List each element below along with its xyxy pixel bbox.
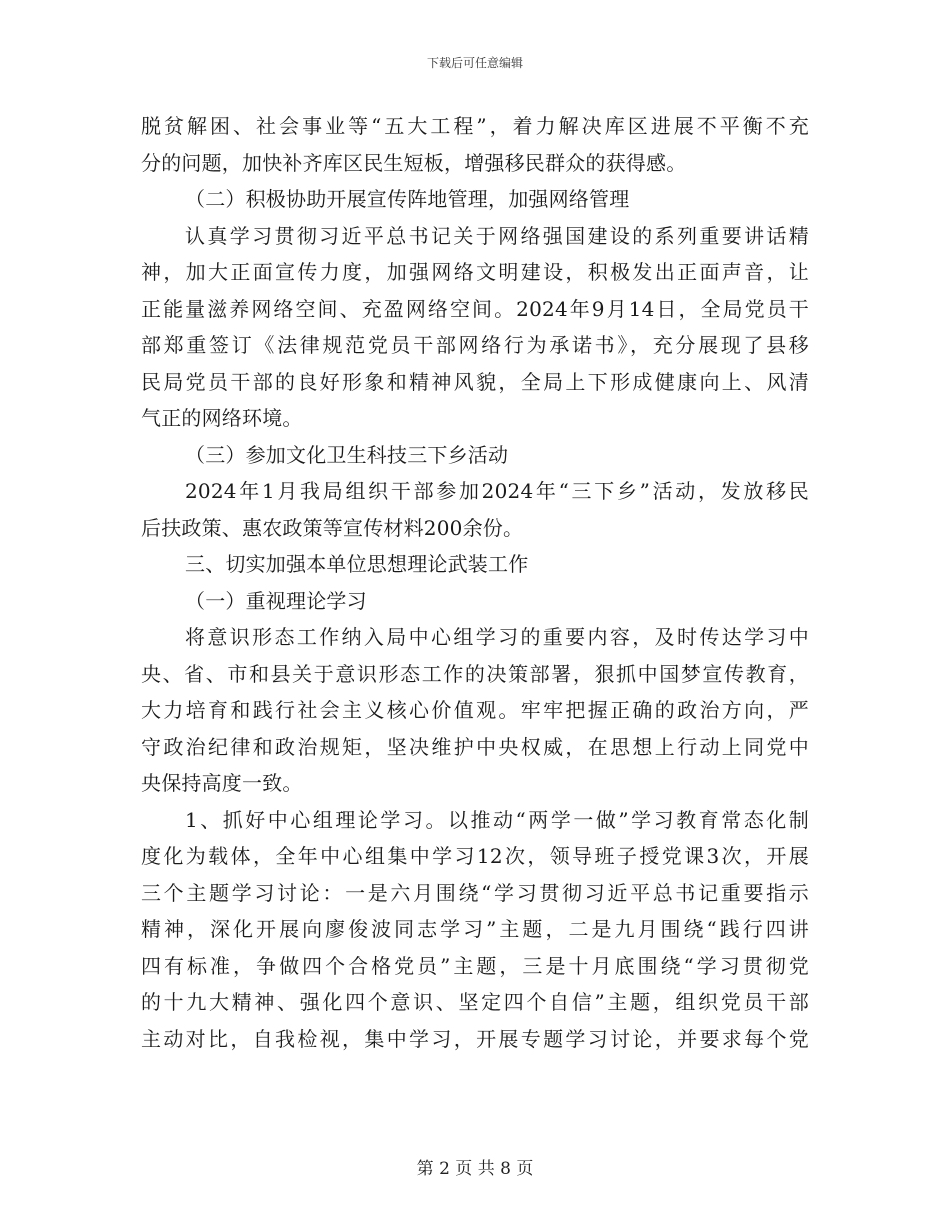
paragraph-line: 的十九大精神、强化四个意识、坚定四个自信”主题，组织党员干部	[141, 990, 809, 1014]
paragraph-line: 主动对比，自我检视，集中学习，开展专题学习讨论，并要求每个党	[141, 1026, 809, 1051]
page-number: 第 2 页 共 8 页	[416, 1159, 534, 1179]
paragraph-line: 神，加大正面宣传力度，加强网络文明建设，积极发出正面声音，让	[141, 260, 809, 284]
paragraph-line: （二）积极协助开展宣传阵地管理，加强网络管理	[185, 187, 630, 211]
paragraph-line: 央保持高度一致。	[141, 771, 303, 795]
paragraph-line: 民局党员干部的良好形象和精神风貌，全局上下形成健康向上、风清	[141, 369, 809, 394]
paragraph-line: 正能量滋养网络空间、充盈网络空间。2024年9月14日，全局党员干	[141, 296, 809, 321]
paragraph-line: 分的问题，加快补齐库区民生短板，增强移民群众的获得感。	[141, 150, 687, 175]
paragraph-line: 大力培育和践行社会主义核心价值观。牢牢把握正确的政治方向，严	[141, 698, 809, 722]
paragraph-line: 央、省、市和县关于意识形态工作的决策部署，狠抓中国梦宣传教育，	[141, 661, 809, 686]
paragraph-line: （一）重视理论学习	[185, 588, 367, 613]
paragraph-line: （三）参加文化卫生科技三下乡活动	[185, 442, 509, 467]
paragraph-line: 四有标准，争做四个合格党员”主题，三是十月底围绕“学习贯彻党	[141, 953, 809, 978]
paragraph-line: 部郑重签订《法律规范党员干部网络行为承诺书》，充分展现了县移	[141, 333, 809, 357]
paragraph-line: 1、抓好中心组理论学习。以推动“两学一做”学习教育常态化制	[185, 807, 809, 832]
paragraph-line: 三、切实加强本单位思想理论武装工作	[185, 552, 529, 576]
paragraph-line: 脱贫解困、社会事业等“五大工程”，着力解决库区进展不平衡不充	[141, 114, 809, 138]
document-body	[141, 108, 809, 1057]
paragraph-line: 三个主题学习讨论：一是六月围绕“学习贯彻习近平总书记重要指示	[141, 880, 809, 905]
paragraph-line: 2024年1月我局组织干部参加2024年“三下乡”活动，发放移民	[185, 479, 809, 503]
paragraph-line: 气正的网络环境。	[141, 406, 303, 430]
page-header: 下载后可任意编辑	[426, 56, 523, 70]
paragraph-line: 将意识形态工作纳入局中心组学习的重要内容，及时传达学习中	[185, 625, 809, 649]
paragraph-line: 精神，深化开展向廖俊波同志学习”主题，二是九月围绕“践行四讲	[141, 917, 809, 941]
paragraph-line: 守政治纪律和政治规矩，坚决维护中央权威，在思想上行动上同党中	[141, 734, 809, 759]
paragraph-line: 度化为载体，全年中心组集中学习12次，领导班子授党课3次，开展	[141, 844, 809, 868]
paragraph-line: 认真学习贯彻习近平总书记关于网络强国建设的系列重要讲话精	[185, 223, 809, 248]
paragraph-line: 后扶政策、惠农政策等宣传材料200余份。	[141, 515, 524, 540]
